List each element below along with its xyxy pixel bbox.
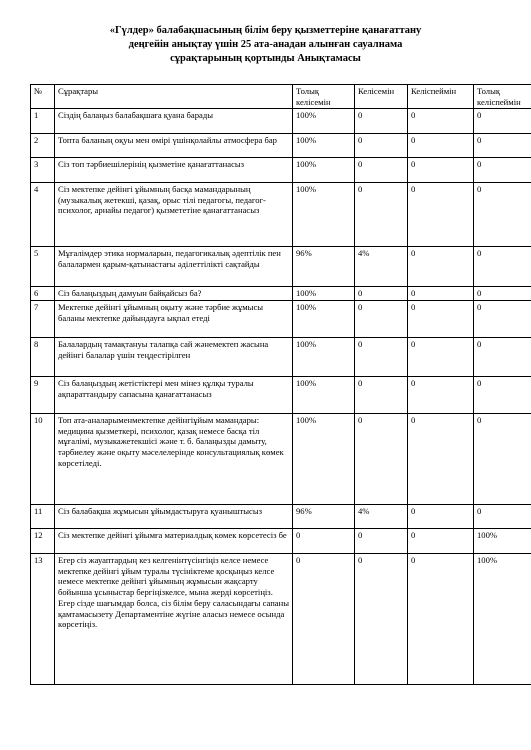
table-row bbox=[31, 158, 531, 183]
row-number: 12 bbox=[31, 529, 55, 554]
disagree-value: 0 bbox=[408, 183, 474, 247]
agree-value: 0 bbox=[355, 529, 408, 554]
row-number: 5 bbox=[31, 247, 55, 287]
disagree-value: 0 bbox=[408, 505, 474, 529]
title-line-2: деңгейін анықтау үшін 25 ата-анадан алынған сауалнама bbox=[128, 39, 403, 50]
header-disagree: Келіспеймін bbox=[408, 85, 474, 109]
agree-value: 0 bbox=[355, 301, 408, 338]
row-number: 1 bbox=[31, 109, 55, 134]
header-questions: Сұрақтары bbox=[55, 85, 293, 109]
table-row bbox=[31, 134, 531, 158]
table-row bbox=[31, 247, 531, 287]
fully-disagree-value: 100% bbox=[474, 554, 531, 685]
question-text: Сіз балаңыздың жетістіктері мен мінез құлқы туралы ақпараттандыру сапасына қанағаттанасыз bbox=[55, 377, 293, 414]
agree-value: 0 bbox=[355, 158, 408, 183]
table-header-row bbox=[31, 85, 531, 109]
disagree-value: 0 bbox=[408, 301, 474, 338]
row-number: 9 bbox=[31, 377, 55, 414]
table-row bbox=[31, 554, 531, 685]
header-fully-disagree: Толық келіспеймін bbox=[474, 85, 531, 109]
title-line-3: сұрақтарының қортынды Анықтамасы bbox=[170, 53, 361, 64]
fully-agree-value: 100% bbox=[293, 377, 355, 414]
header-number: № bbox=[31, 85, 55, 109]
table-row bbox=[31, 505, 531, 529]
agree-value: 4% bbox=[355, 505, 408, 529]
fully-disagree-value: 0 bbox=[474, 109, 531, 134]
header-agree: Келісемін bbox=[355, 85, 408, 109]
fully-disagree-value: 0 bbox=[474, 338, 531, 377]
question-text: Сіз мектепке дейінгі ұйымға материалдық көмек көрсетесіз бе bbox=[55, 529, 293, 554]
fully-disagree-value: 0 bbox=[474, 287, 531, 301]
question-text: Мұғалімдер этика нормаларын, педагогикалық әдептілік пен балалармен қарым-қатынастағы әділеттілікті сақтайды bbox=[55, 247, 293, 287]
fully-disagree-value: 0 bbox=[474, 505, 531, 529]
disagree-value: 0 bbox=[408, 247, 474, 287]
disagree-value: 0 bbox=[408, 287, 474, 301]
fully-disagree-value: 0 bbox=[474, 158, 531, 183]
fully-agree-value: 0 bbox=[293, 554, 355, 685]
fully-disagree-value: 0 bbox=[474, 414, 531, 505]
agree-value: 0 bbox=[355, 554, 408, 685]
fully-disagree-value: 0 bbox=[474, 301, 531, 338]
table-row bbox=[31, 338, 531, 377]
question-text: Топта баланың оқуы мен өмірі үшінқолайлы атмосфера бар bbox=[55, 134, 293, 158]
question-text: Балалардың тамақтануы талапқа сай жәнемектеп жасына дейінгі балалар үшін теңдестірілген bbox=[55, 338, 293, 377]
agree-value: 0 bbox=[355, 183, 408, 247]
fully-disagree-value: 0 bbox=[474, 377, 531, 414]
row-number: 3 bbox=[31, 158, 55, 183]
disagree-value: 0 bbox=[408, 134, 474, 158]
header-fully-agree: Толық келісемін bbox=[293, 85, 355, 109]
row-number: 7 bbox=[31, 301, 55, 338]
row-number: 8 bbox=[31, 338, 55, 377]
row-number: 4 bbox=[31, 183, 55, 247]
row-number: 6 bbox=[31, 287, 55, 301]
fully-disagree-value: 0 bbox=[474, 183, 531, 247]
table-row bbox=[31, 287, 531, 301]
row-number: 2 bbox=[31, 134, 55, 158]
disagree-value: 0 bbox=[408, 554, 474, 685]
question-text: Сіз балабақша жұмысын ұйымдастыруға қуаныштысыз bbox=[55, 505, 293, 529]
disagree-value: 0 bbox=[408, 158, 474, 183]
table-row bbox=[31, 377, 531, 414]
fully-agree-value: 96% bbox=[293, 505, 355, 529]
disagree-value: 0 bbox=[408, 338, 474, 377]
question-text: Егер сіз жауаптардың кез келгенінтүсінгіңіз келсе немесе мектепке дейінгі ұйым туралы түсініктеме қосқыңыз келсе немесе мектепке дейінгі ұйымның жұмысын жақсарту бойынша ұсыныстар бергіңізкелсе, мына жерді көрсетіңіз. Егер сізде шағымдар болса, сіз білім беру саласындағы сапаны қамтамасызету Департаментіне жүгіне аласыз немесе осында көрсетіңіз. bbox=[55, 554, 293, 685]
agree-value: 0 bbox=[355, 377, 408, 414]
fully-agree-value: 0 bbox=[293, 529, 355, 554]
fully-agree-value: 100% bbox=[293, 338, 355, 377]
row-number: 10 bbox=[31, 414, 55, 505]
fully-agree-value: 96% bbox=[293, 247, 355, 287]
document-title bbox=[40, 24, 491, 66]
question-text: Сіз балаңыздың дамуын байқайсыз ба? bbox=[55, 287, 293, 301]
fully-agree-value: 100% bbox=[293, 301, 355, 338]
question-text: Сіз топ тәрбиешілерінің қызметіне қанағаттанасыз bbox=[55, 158, 293, 183]
disagree-value: 0 bbox=[408, 414, 474, 505]
disagree-value: 0 bbox=[408, 529, 474, 554]
question-text: Сіздің балаңыз балабақшаға қуана барады bbox=[55, 109, 293, 134]
fully-disagree-value: 0 bbox=[474, 134, 531, 158]
question-text: Сіз мектепке дейінгі ұйымның басқа мамандарының (музыкалық жетекші, қазақ, орыс тілі педагогы, педагог-психолог, арнайы педагог) қызмететіне қанағаттанасыз bbox=[55, 183, 293, 247]
row-number: 11 bbox=[31, 505, 55, 529]
fully-agree-value: 100% bbox=[293, 414, 355, 505]
fully-agree-value: 100% bbox=[293, 109, 355, 134]
agree-value: 0 bbox=[355, 134, 408, 158]
question-text: Топ ата-аналарыменмектепке дейінгіұйым мамандары: медицина қызметкері, психолог, қазақ немесе басқа тіл мұғалімі, музыкажетекшісі және т. б. балаңызды дамыту, тәрбиелеу және оқыту мәселелерінде консультациялық көмек көрсетіледі. bbox=[55, 414, 293, 505]
fully-agree-value: 100% bbox=[293, 158, 355, 183]
row-number: 13 bbox=[31, 554, 55, 685]
table-row bbox=[31, 109, 531, 134]
agree-value: 0 bbox=[355, 414, 408, 505]
agree-value: 0 bbox=[355, 109, 408, 134]
agree-value: 0 bbox=[355, 287, 408, 301]
disagree-value: 0 bbox=[408, 377, 474, 414]
fully-disagree-value: 100% bbox=[474, 529, 531, 554]
table-row bbox=[31, 301, 531, 338]
fully-agree-value: 100% bbox=[293, 183, 355, 247]
table-row bbox=[31, 414, 531, 505]
title-line-1: «Гүлдер» балабақшасының білім беру қызметтеріне қанағаттану bbox=[109, 25, 422, 36]
disagree-value: 0 bbox=[408, 109, 474, 134]
table-row bbox=[31, 529, 531, 554]
agree-value: 4% bbox=[355, 247, 408, 287]
fully-disagree-value: 0 bbox=[474, 247, 531, 287]
fully-agree-value: 100% bbox=[293, 287, 355, 301]
agree-value: 0 bbox=[355, 338, 408, 377]
survey-results-table bbox=[30, 84, 531, 685]
question-text: Мектепке дейінгі ұйымның оқыту және тәрбие жұмысы баланы мектепке дайындауға ықпал етеді bbox=[55, 301, 293, 338]
fully-agree-value: 100% bbox=[293, 134, 355, 158]
table-row bbox=[31, 183, 531, 247]
